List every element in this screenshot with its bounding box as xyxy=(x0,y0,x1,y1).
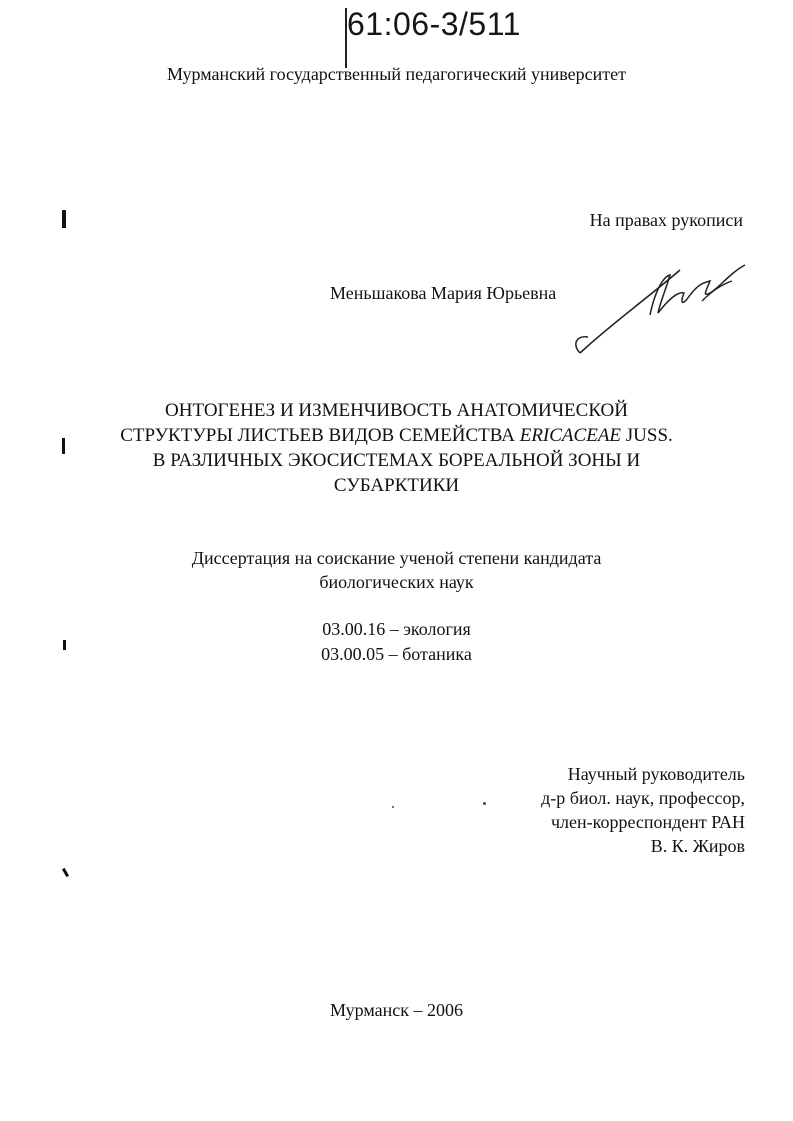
title-line-4: СУБАРКТИКИ xyxy=(333,475,460,496)
scientific-supervisor: Научный руководитель д-р биол. наук, профессор, член-корреспондент РАН В. К. Жиров xyxy=(541,764,745,856)
city-year: Мурманск – 2006 xyxy=(330,1000,463,1020)
author-name: Меньшакова Мария Юрьевна xyxy=(330,283,557,303)
title-line-1: ОНТОГЕНЕЗ И ИЗМЕНЧИВОСТЬ АНАТОМИЧЕСКОЙ xyxy=(165,400,628,421)
university-name: Мурманский государственный педагогический университет xyxy=(166,64,627,84)
supervisor-name: В. К. Жиров xyxy=(650,836,745,856)
scan-mark xyxy=(62,438,65,454)
dissertation-title xyxy=(0,398,793,498)
library-stamp: 61:06-3/511 xyxy=(347,6,521,42)
specialty-botany: 03.00.05 – ботаника xyxy=(321,644,472,664)
rights-note: На правах рукописи xyxy=(589,210,743,230)
scan-speck xyxy=(483,802,486,805)
title-taxon: ERICACEAE xyxy=(519,425,622,446)
scan-speck xyxy=(392,806,394,808)
signature-image xyxy=(570,255,760,365)
specialty-ecology: 03.00.16 – экология xyxy=(322,619,471,639)
title-line-3: В РАЗЛИЧНЫХ ЭКОСИСТЕМАХ БОРЕАЛЬНОЙ ЗОНЫ И xyxy=(152,450,641,471)
specialty-codes xyxy=(0,617,793,667)
scan-mark xyxy=(62,210,66,228)
scan-mark xyxy=(63,640,66,650)
scan-mark xyxy=(62,868,69,877)
title-line-2: СТРУКТУРЫ ЛИСТЬЕВ ВИДОВ СЕМЕЙСТВА ERICACEAE JUSS. xyxy=(120,425,673,446)
dissertation-description: Диссертация на соискание ученой степени кандидата биологических наук xyxy=(191,548,602,592)
